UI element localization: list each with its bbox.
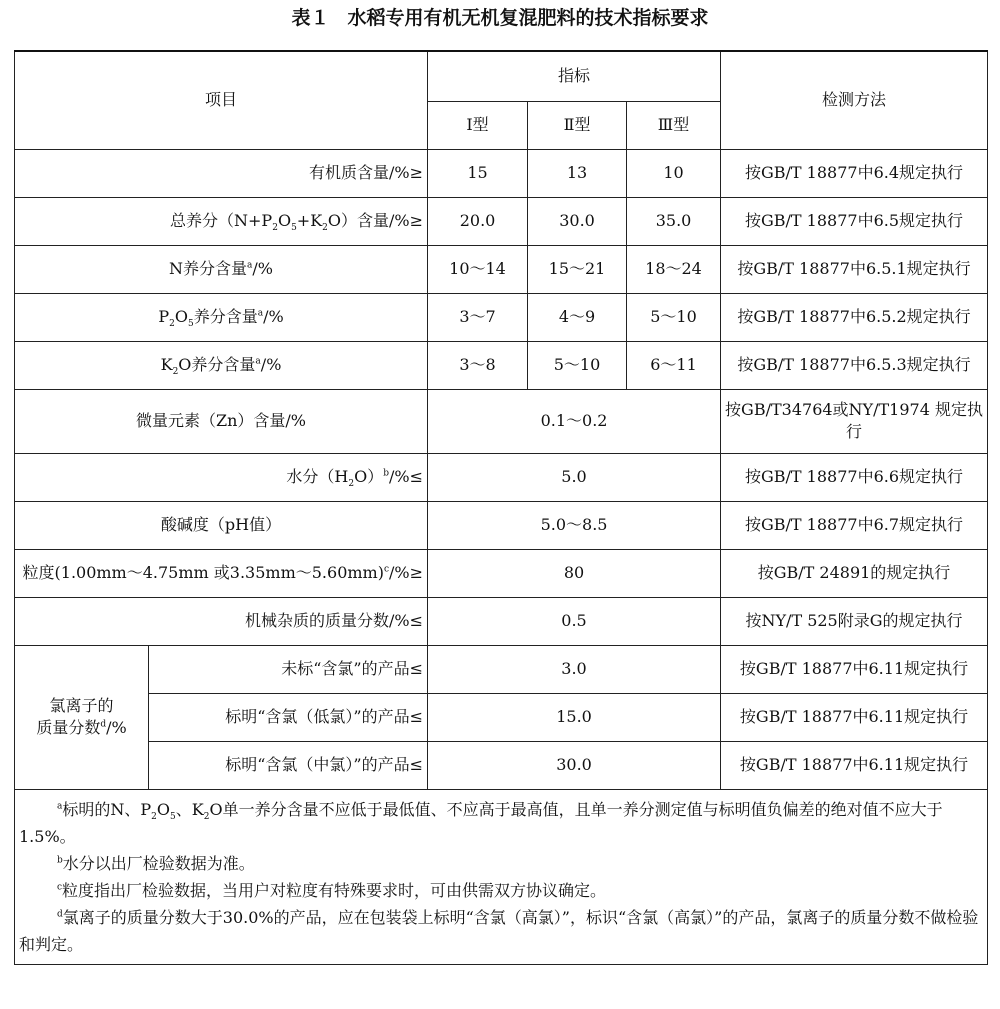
header-item: 项目 (15, 51, 428, 149)
row-chloride-3 (15, 741, 988, 789)
method-grain: 按GB/T 24891的规定执行 (721, 549, 988, 597)
header-method: 检测方法 (721, 51, 988, 149)
label-grain: 粒度(1.00mm～4.75mm 或3.35mm～5.60mm)$^c$/%≥ (15, 549, 428, 597)
footnote-c: $^c$粒度指出厂检验数据，当用户对粒度有特殊要求时，可由供需双方协议确定。 (57, 880, 607, 900)
row-p-nutrient (15, 293, 988, 341)
row-grain (15, 549, 988, 597)
value-n-2: 15～21 (528, 245, 627, 293)
footnotes-row (15, 789, 988, 964)
label-impurity: 机械杂质的质量分数/%≤ (15, 597, 428, 645)
label-water: 水分$(H_2O)^b/\%\le$ (15, 453, 428, 501)
value-n-1: 10～14 (428, 245, 528, 293)
value-k-2: 5～10 (528, 341, 627, 389)
method-total: 按GB/T 18877中6.5规定执行 (721, 197, 988, 245)
method-zn: 按GB/T34764或NY/T1974 规定执行 (721, 389, 988, 453)
header-type-2: Ⅱ型 (528, 101, 627, 149)
table-number: 表１ (291, 7, 330, 29)
value-total-3: 35.0 (627, 197, 721, 245)
method-p: 按GB/T 18877中6.5.2规定执行 (721, 293, 988, 341)
footnote-d: $^d$氯离子的质量分数大于30.0%的产品，应在包装袋上标明“含氯（高氯）”，标识“含氯（高氯）”的产品，氯离子的质量分数不做检验和判定。 (19, 907, 979, 954)
row-organic (15, 149, 988, 197)
label-chloride-group: 氯离子的 质量分数$^d$/% (15, 645, 149, 789)
row-water (15, 453, 988, 501)
value-chloride-2: 15.0 (428, 693, 721, 741)
value-water: 5.0 (428, 453, 721, 501)
method-water: 按GB/T 18877中6.6规定执行 (721, 453, 988, 501)
spec-table (14, 50, 988, 965)
header-type-3: Ⅲ型 (627, 101, 721, 149)
footnotes (15, 789, 988, 964)
row-ph (15, 501, 988, 549)
value-n-3: 18～24 (627, 245, 721, 293)
method-ph: 按GB/T 18877中6.7规定执行 (721, 501, 988, 549)
footnote-b: $^b$水分以出厂检验数据为准。 (57, 853, 255, 873)
value-chloride-1: 3.0 (428, 645, 721, 693)
value-organic-1: 15 (428, 149, 528, 197)
value-p-3: 5～10 (627, 293, 721, 341)
value-p-2: 4～9 (528, 293, 627, 341)
row-chloride-2 (15, 693, 988, 741)
value-organic-2: 13 (528, 149, 627, 197)
label-k-nutrient: $K_2O$养分含量$^a$/% (15, 341, 428, 389)
method-n: 按GB/T 18877中6.5.1规定执行 (721, 245, 988, 293)
row-n-nutrient (15, 245, 988, 293)
row-total-nutrient (15, 197, 988, 245)
table-title (0, 4, 1000, 32)
value-organic-3: 10 (627, 149, 721, 197)
label-chloride-2: 标明“含氯（低氯）”的产品≤ (149, 693, 428, 741)
method-impurity: 按NY/T 525附录G的规定执行 (721, 597, 988, 645)
value-grain: 80 (428, 549, 721, 597)
value-impurity: 0.5 (428, 597, 721, 645)
label-ph: 酸碱度（pH值） (15, 501, 428, 549)
value-ph: 5.0～8.5 (428, 501, 721, 549)
label-total-nutrient: 总养分$(N+P_2O_5+K_2O)$含量/%≥ (15, 197, 428, 245)
method-organic: 按GB/T 18877中6.4规定执行 (721, 149, 988, 197)
value-total-1: 20.0 (428, 197, 528, 245)
value-total-2: 30.0 (528, 197, 627, 245)
label-n-nutrient: N养分含量$^a$/% (15, 245, 428, 293)
table-title-text: 水稻专用有机无机复混肥料的技术指标要求 (347, 7, 709, 29)
row-chloride-1 (15, 645, 988, 693)
row-impurity (15, 597, 988, 645)
method-chloride-3: 按GB/T 18877中6.11规定执行 (721, 741, 988, 789)
row-zn (15, 389, 988, 453)
header-indicator: 指标 (428, 51, 721, 101)
method-k: 按GB/T 18877中6.5.3规定执行 (721, 341, 988, 389)
footnote-a: $^a$标明的N、$P_2O_5$、$K_2O$单一养分含量不应低于最低值、不应高于最高值，且单一养分测定值与标明值负偏差的绝对值不应大于1.5%。 (19, 799, 943, 846)
label-p-nutrient: $P_2O_5$养分含量$^a$/% (15, 293, 428, 341)
label-zn: 微量元素（Zn）含量/% (15, 389, 428, 453)
label-organic: 有机质含量/%≥ (15, 149, 428, 197)
value-chloride-3: 30.0 (428, 741, 721, 789)
value-zn: 0.1～0.2 (428, 389, 721, 453)
value-k-3: 6～11 (627, 341, 721, 389)
method-chloride-2: 按GB/T 18877中6.11规定执行 (721, 693, 988, 741)
method-chloride-1: 按GB/T 18877中6.11规定执行 (721, 645, 988, 693)
value-p-1: 3～7 (428, 293, 528, 341)
label-chloride-3: 标明“含氯（中氯）”的产品≤ (149, 741, 428, 789)
value-k-1: 3～8 (428, 341, 528, 389)
header-type-1: Ⅰ型 (428, 101, 528, 149)
row-k-nutrient (15, 341, 988, 389)
label-chloride-1: 未标“含氯”的产品≤ (149, 645, 428, 693)
